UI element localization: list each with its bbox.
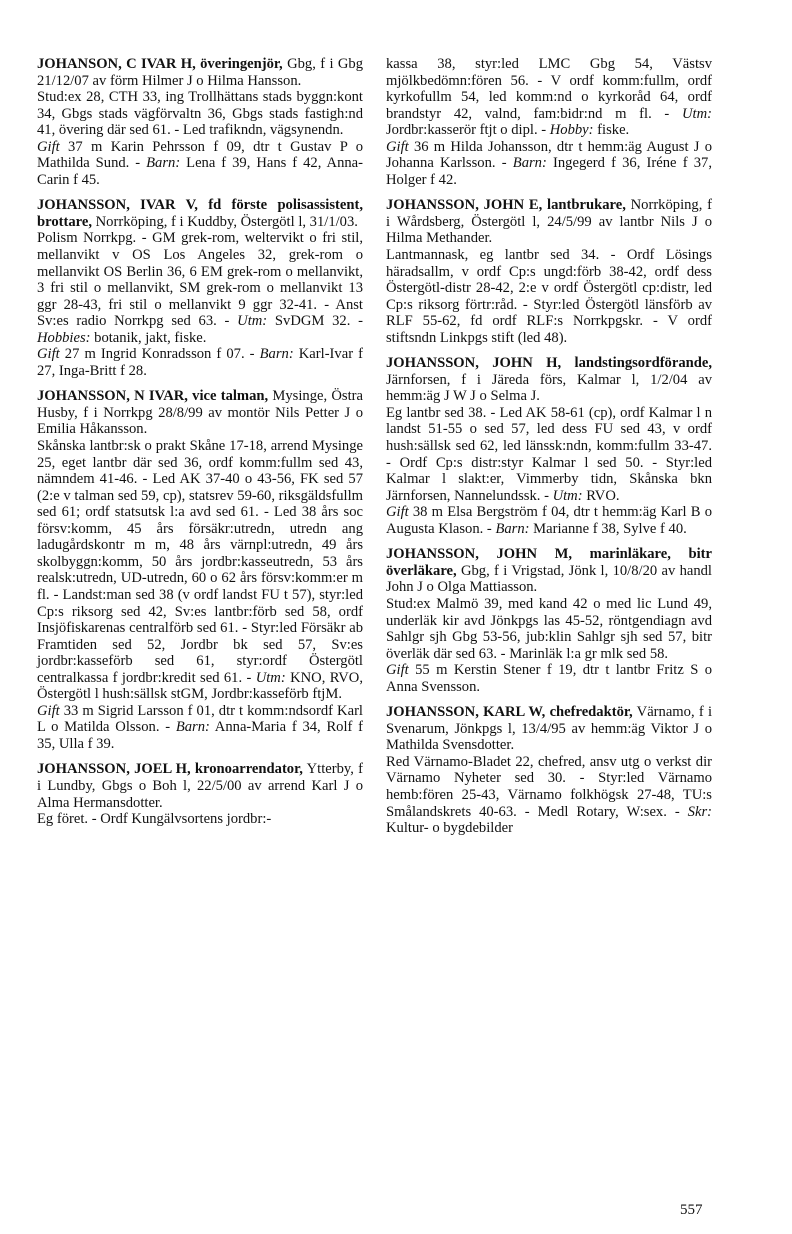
entry-name: JOHANSSON, JOHN M, marinläkare, bitr överläkare, — [386, 546, 712, 579]
entry-text: Norrköping, f i Wårdsberg, Östergötl l, 24/5/99 av lantbr Nils J o Hilma Methander. — [386, 197, 712, 247]
biography-entry — [386, 197, 712, 346]
entry-text: Norrköping, f i Kuddby, Östergötl l, 31/1/03. — [95, 213, 358, 230]
entry-paragraph: Polism Norrkpg. - GM grek-rom, weltervikt o fri stil, mellanvikt v OS Los Angeles 32, grek-rom o mellanvikt OS Berlin 36, 6 EM grek-rom o mellanvikt, 3 fri stil o mellanvikt, SM grek-rom o mellanvikt 13 ggr 28-43, fri stil o mellanvikt 9 ggr 32-41. - Anst Sv:es radio Norrkpg sed 63. - Utm: SvDGM 32. - Hobbies: botanik, jakt, fiske. — [37, 230, 363, 346]
entry-paragraph: Gift 33 m Sigrid Larsson f 01, dtr t komm:ndsordf Karl L o Matilda Olsson. - Barn: Anna-Maria f 34, Rolf f 35, Ulla f 39. — [37, 702, 363, 752]
entry-name: JOHANSSON, IVAR V, fd förste polisassistent, brottare, — [37, 197, 363, 230]
biography-entry — [386, 546, 712, 695]
entry-name: JOHANSSON, JOHN E, lantbrukare, — [386, 197, 626, 214]
entry-paragraph: Gift 36 m Hilda Johansson, dtr t hemm:äg August J o Johanna Karlsson. - Barn: Ingegerd f 36, Iréne f 37, Holger f 42. — [386, 138, 712, 188]
biography-entry — [37, 761, 363, 827]
entry-name: JOHANSSON, JOEL H, kronoarrendator, — [37, 761, 303, 778]
biography-entry — [37, 388, 363, 752]
entry-paragraph: Skånska lantbr:sk o prakt Skåne 17-18, arrend Mysinge 25, eget lantbr där sed 36, ordf komm:fullm sed 43, nämndem 41-46. - Led AK 37-40 o 43-56, FK sed 57 (2:e v talman sed 59, cp), statsrev 59-60, riksgäldsfullm sed 61; ordf statsutsk l:a avd sed 61. - Led 38 års soc försv:komm, 45 års försäkr:utredn, utredn ang ladugårdskontr m m, 48 års värnpl:utredn, 49 års skolbyggn:komm, 50 års jordbr:kasseutredn, 53 års realsk:utredn, UD-utredn, 60 o 62 års försv:komm:er m fl. - Landst:man sed 38 (v ordf landst FU t 57), styr:led Cp:s riksorg sed 42, Sv:es lantbr:förb sed 58, ordf Insjöfiskarenas centralförb sed 61. - Styr:led Försäkr ab Framtiden sed 52, Jordbr bk sed 57, Sv:es jordbr:kasseförb sed 61, styr:ordf Östergötl centralkassa f jordbr:kredit sed 61. - Utm: KNO, RVO, Östergötl l hush:sällsk stGM, Jordbr:kasseförb ftjM. — [37, 438, 363, 703]
entry-name: JOHANSON, C IVAR H, överingenjör, — [37, 56, 283, 72]
entry-name: JOHANSSON, JOHN H, landstingsordförande, — [386, 355, 712, 372]
entry-text: Mysinge, Östra Husby, f i Norrkpg 28/8/99 av montör Nils Petter J o Emilia Håkansson. — [37, 388, 363, 438]
biography-entry — [386, 704, 712, 836]
entry-paragraph: Lantmannask, eg lantbr sed 34. - Ordf Lösings häradsallm, v ordf Cp:s ungd:förb 38-42, ordf dess Östergötl-distr 28-42, 2:e v ordf Östergötl cp:distr, led Cp:s riksorg förtr:råd. - Styr:led Östergötl länsförb av RLF 55-62, fd ordf RLF:s Norrkpgskr. - V ordf stiftsndn Linkpgs stift (led 48). — [386, 247, 712, 346]
entry-paragraph: Gift 38 m Elsa Bergström f 04, dtr t hemm:äg Karl B o Augusta Klason. - Barn: Marianne f 38, Sylve f 40. — [386, 504, 712, 537]
right-column — [386, 56, 712, 846]
entry-paragraph: Eg föret. - Ordf Kungälvsortens jordbr:- — [37, 811, 272, 828]
entry-paragraph: Gift 27 m Ingrid Konradsson f 07. - Barn: Karl-Ivar f 27, Inga-Britt f 28. — [37, 346, 363, 379]
biography-entry — [386, 56, 712, 188]
biography-entry — [37, 197, 363, 379]
entry-name: JOHANSSON, N IVAR, vice talman, — [37, 388, 269, 405]
entry-paragraph: Stud:ex 28, CTH 33, ing Trollhättans stads byggn:kont 34, Gbgs stads vägförvaltn 36, Gbgs stads fastigh:nd 41, övering där sed 61. - Led trafikndn, vägsynendn. — [37, 89, 363, 139]
entry-text: Värnamo, f i Svenarum, Jönkpgs l, 13/4/95 av hemm:äg Viktor J o Mathilda Svensdotter. — [386, 704, 712, 754]
entry-paragraph: Stud:ex Malmö 39, med kand 42 o med lic Lund 49, underläk kir avd Jönkpgs las 45-52, röntgendiagn avd Sahlgr sjh Gbg 53-56, jub:klin Sahlgr sjh sed 57, bitr överläk där sed 63. - Marinläk l:a gr mlk sed 58. — [386, 595, 712, 662]
entry-paragraph: Gift 55 m Kerstin Stener f 19, dtr t lantbr Fritz S o Anna Svensson. — [386, 662, 712, 695]
entry-paragraph: Gift 37 m Karin Pehrsson f 09, dtr t Gustav P o Mathilda Sund. - Barn: Lena f 39, Hans f 42, Anna-Carin f 45. — [37, 138, 363, 188]
left-column — [37, 56, 363, 837]
entry-text: Gbg, f i Vrigstad, Jönk l, 10/8/20 av handl John J o Olga Mattiasson. — [386, 562, 712, 596]
biography-entry — [37, 56, 363, 188]
entry-text: Ytterby, f i Lundby, Gbgs o Boh l, 22/5/00 av arrend Karl J o Alma Hermansdotter. — [37, 761, 363, 811]
entry-text: Gbg, f i Gbg 21/12/07 av förm Hilmer J o Hilma Hansson. — [37, 56, 363, 89]
page-number: 557 — [680, 1202, 703, 1218]
entry-paragraph: Red Värnamo-Bladet 22, chefred, ansv utg o verkst dir Värnamo Nyheter sed 30. - Styr:led Värnamo hemb:fören 25-43, Värnamo folkhögsk 27-48, TU:s Smålandskrets 40-63. - Medl Rotary, W:sex. - Skr: Kultur- o bygdebilder — [386, 753, 712, 837]
entry-paragraph: Eg lantbr sed 38. - Led AK 58-61 (cp), ordf Kalmar l n landst 51-55 o sed 57, led dess FU sed 43, v ordf hush:sällsk sed 62, led länssk:ndn, komm:fullm 33-47. - Ordf Cp:s distr:styr Kalmar l sed 50. - Styr:led Kalmar l slakt:er, Vimmerby tidn, Skånska bkn Järnforsen, Nannelundssk. - Utm: RVO. — [386, 404, 712, 504]
entry-text: Järnforsen, f i Järeda förs, Kalmar l, 1/2/04 av hemm:äg J W J o Selma J. — [386, 371, 712, 405]
biography-entry — [386, 355, 712, 537]
entry-paragraph: kassa 38, styr:led LMC Gbg 54, Västsv mjölkbedömn:fören 56. - V ordf komm:fullm, ordf kyrkofullm 54, led komm:nd o kyrkoråd 64, ordf brandstyr 42, valnd, fam:bidr:nd m fl. - Utm: Jordbr:kasserör ftjt o dipl. - Hobby: fiske. — [386, 56, 712, 139]
entry-name: JOHANSSON, KARL W, chefredaktör, — [386, 704, 633, 721]
